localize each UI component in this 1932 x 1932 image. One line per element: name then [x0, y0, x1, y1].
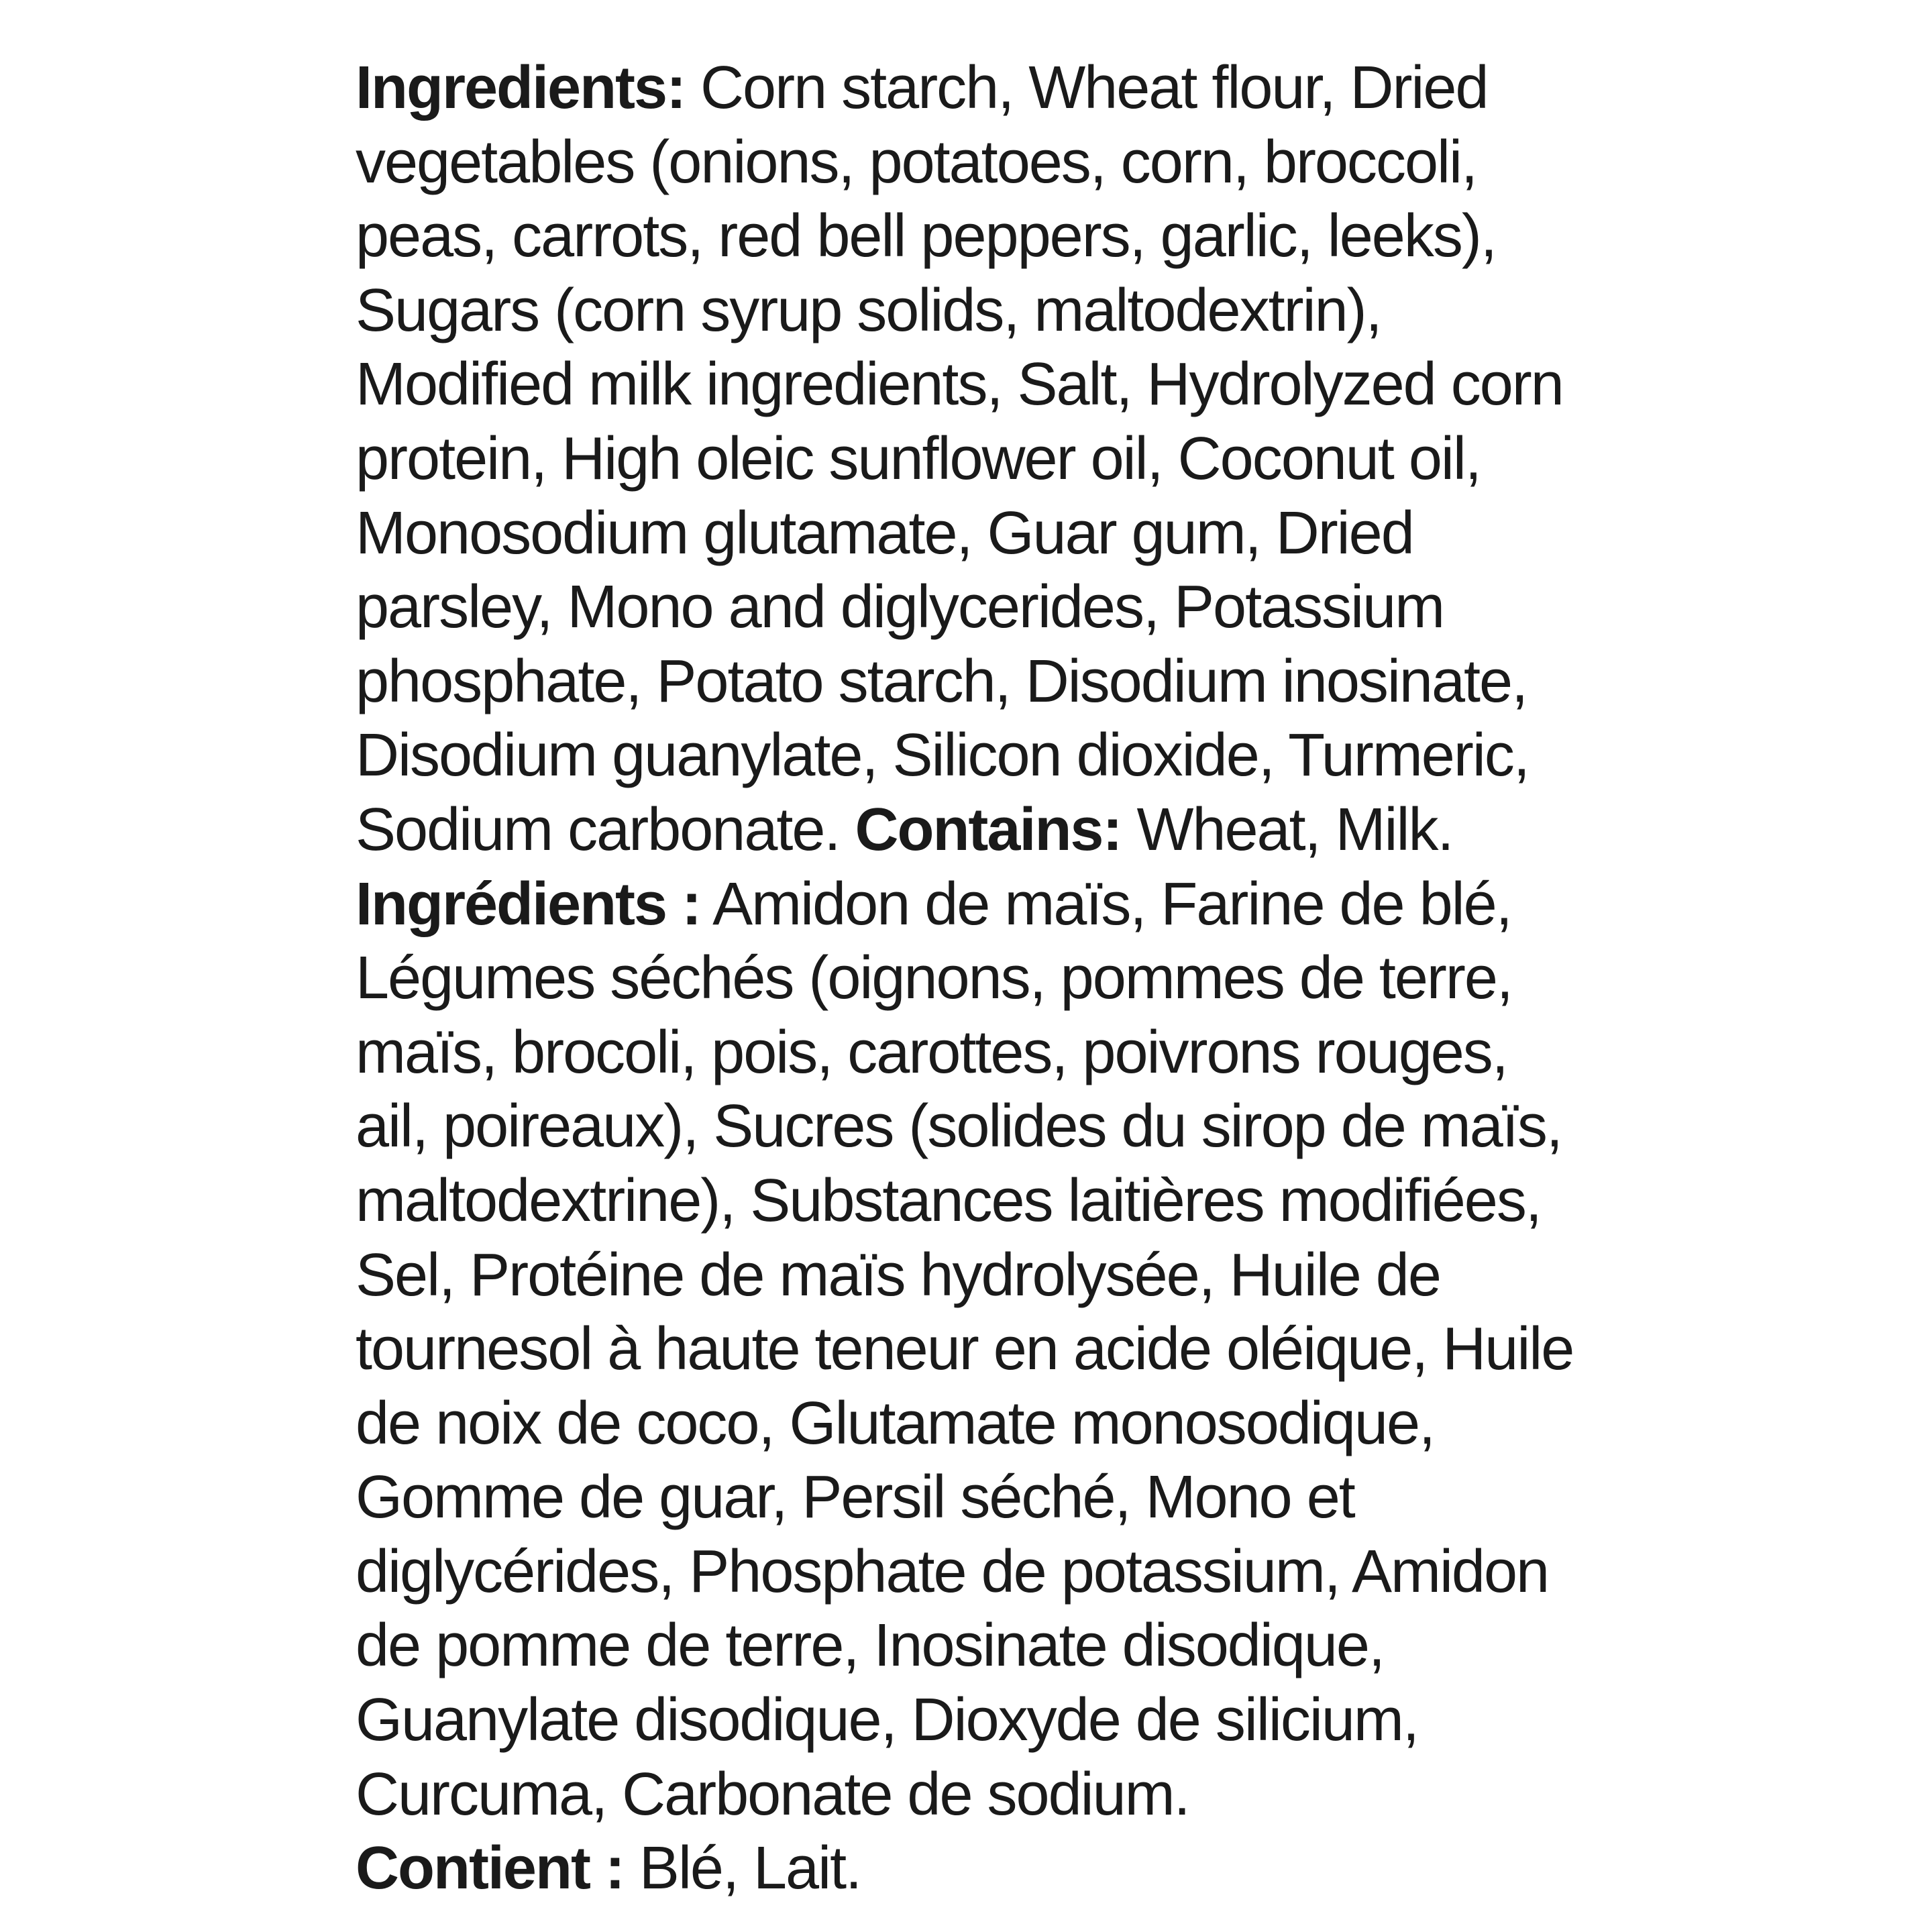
text-line: phosphate, Potato starch, Disodium inosinate,	[356, 647, 1527, 715]
allergen-text: Blé, Lait.	[623, 1835, 861, 1902]
text-line	[356, 793, 1630, 867]
text-line: parsley, Mono and diglycerides, Potassium	[356, 574, 1444, 641]
text-line	[356, 867, 1630, 942]
text-line: Gomme de guar, Persil séché, Mono et	[356, 1464, 1354, 1532]
contains-heading: Contains:	[855, 796, 1122, 863]
text-line: maltodextrine), Substances laitières modifiées,	[356, 1167, 1541, 1234]
text-line	[356, 1831, 1630, 1906]
text-line: de noix de coco, Glutamate monosodique,	[356, 1389, 1435, 1457]
text-line: Monosodium glutamate, Guar gum, Dried	[356, 499, 1413, 567]
text-line: Sugars (corn syrup solids, maltodextrin),	[356, 276, 1381, 344]
text-line: maïs, brocoli, pois, carottes, poivrons rouges,	[356, 1018, 1507, 1086]
ingredient-text: Sodium carbonate.	[356, 796, 855, 863]
text-line: Curcuma, Carbonate de sodium.	[356, 1760, 1189, 1828]
english-ingredients-section	[356, 51, 1630, 867]
allergen-text: Wheat, Milk.	[1121, 796, 1453, 863]
ingredients-heading-fr: Ingrédients :	[356, 870, 701, 938]
ingredient-text: Amidon de maïs, Farine de blé,	[700, 870, 1511, 938]
text-line: ail, poireaux), Sucres (solides du sirop de maïs,	[356, 1093, 1562, 1161]
ingredients-label	[356, 51, 1630, 1906]
text-line: Guanylate disodique, Dioxyde de silicium,	[356, 1686, 1418, 1754]
ingredients-heading: Ingredients:	[356, 54, 686, 121]
contains-heading-fr: Contient :	[356, 1835, 624, 1902]
text-line: vegetables (onions, potatoes, corn, broccoli,	[356, 128, 1477, 196]
text-line: Sel, Protéine de maïs hydrolysée, Huile de	[356, 1241, 1440, 1309]
text-line: diglycérides, Phosphate de potassium, Amidon	[356, 1538, 1549, 1605]
text-line: de pomme de terre, Inosinate disodique,	[356, 1612, 1384, 1680]
text-line: Légumes séchés (oignons, pommes de terre,	[356, 945, 1512, 1012]
text-line	[356, 51, 1630, 125]
text-line: Disodium guanylate, Silicon dioxide, Turmeric,	[356, 722, 1529, 790]
text-line: Modified milk ingredients, Salt, Hydrolyzed corn	[356, 351, 1563, 419]
text-line: tournesol à haute teneur en acide oléique, Huile	[356, 1316, 1574, 1383]
french-ingredients-section	[356, 867, 1630, 1906]
text-line: peas, carrots, red bell peppers, garlic, leeks),	[356, 203, 1496, 270]
ingredient-text: Corn starch, Wheat flour, Dried	[685, 54, 1488, 121]
text-line: protein, High oleic sunflower oil, Coconut oil,	[356, 425, 1481, 492]
